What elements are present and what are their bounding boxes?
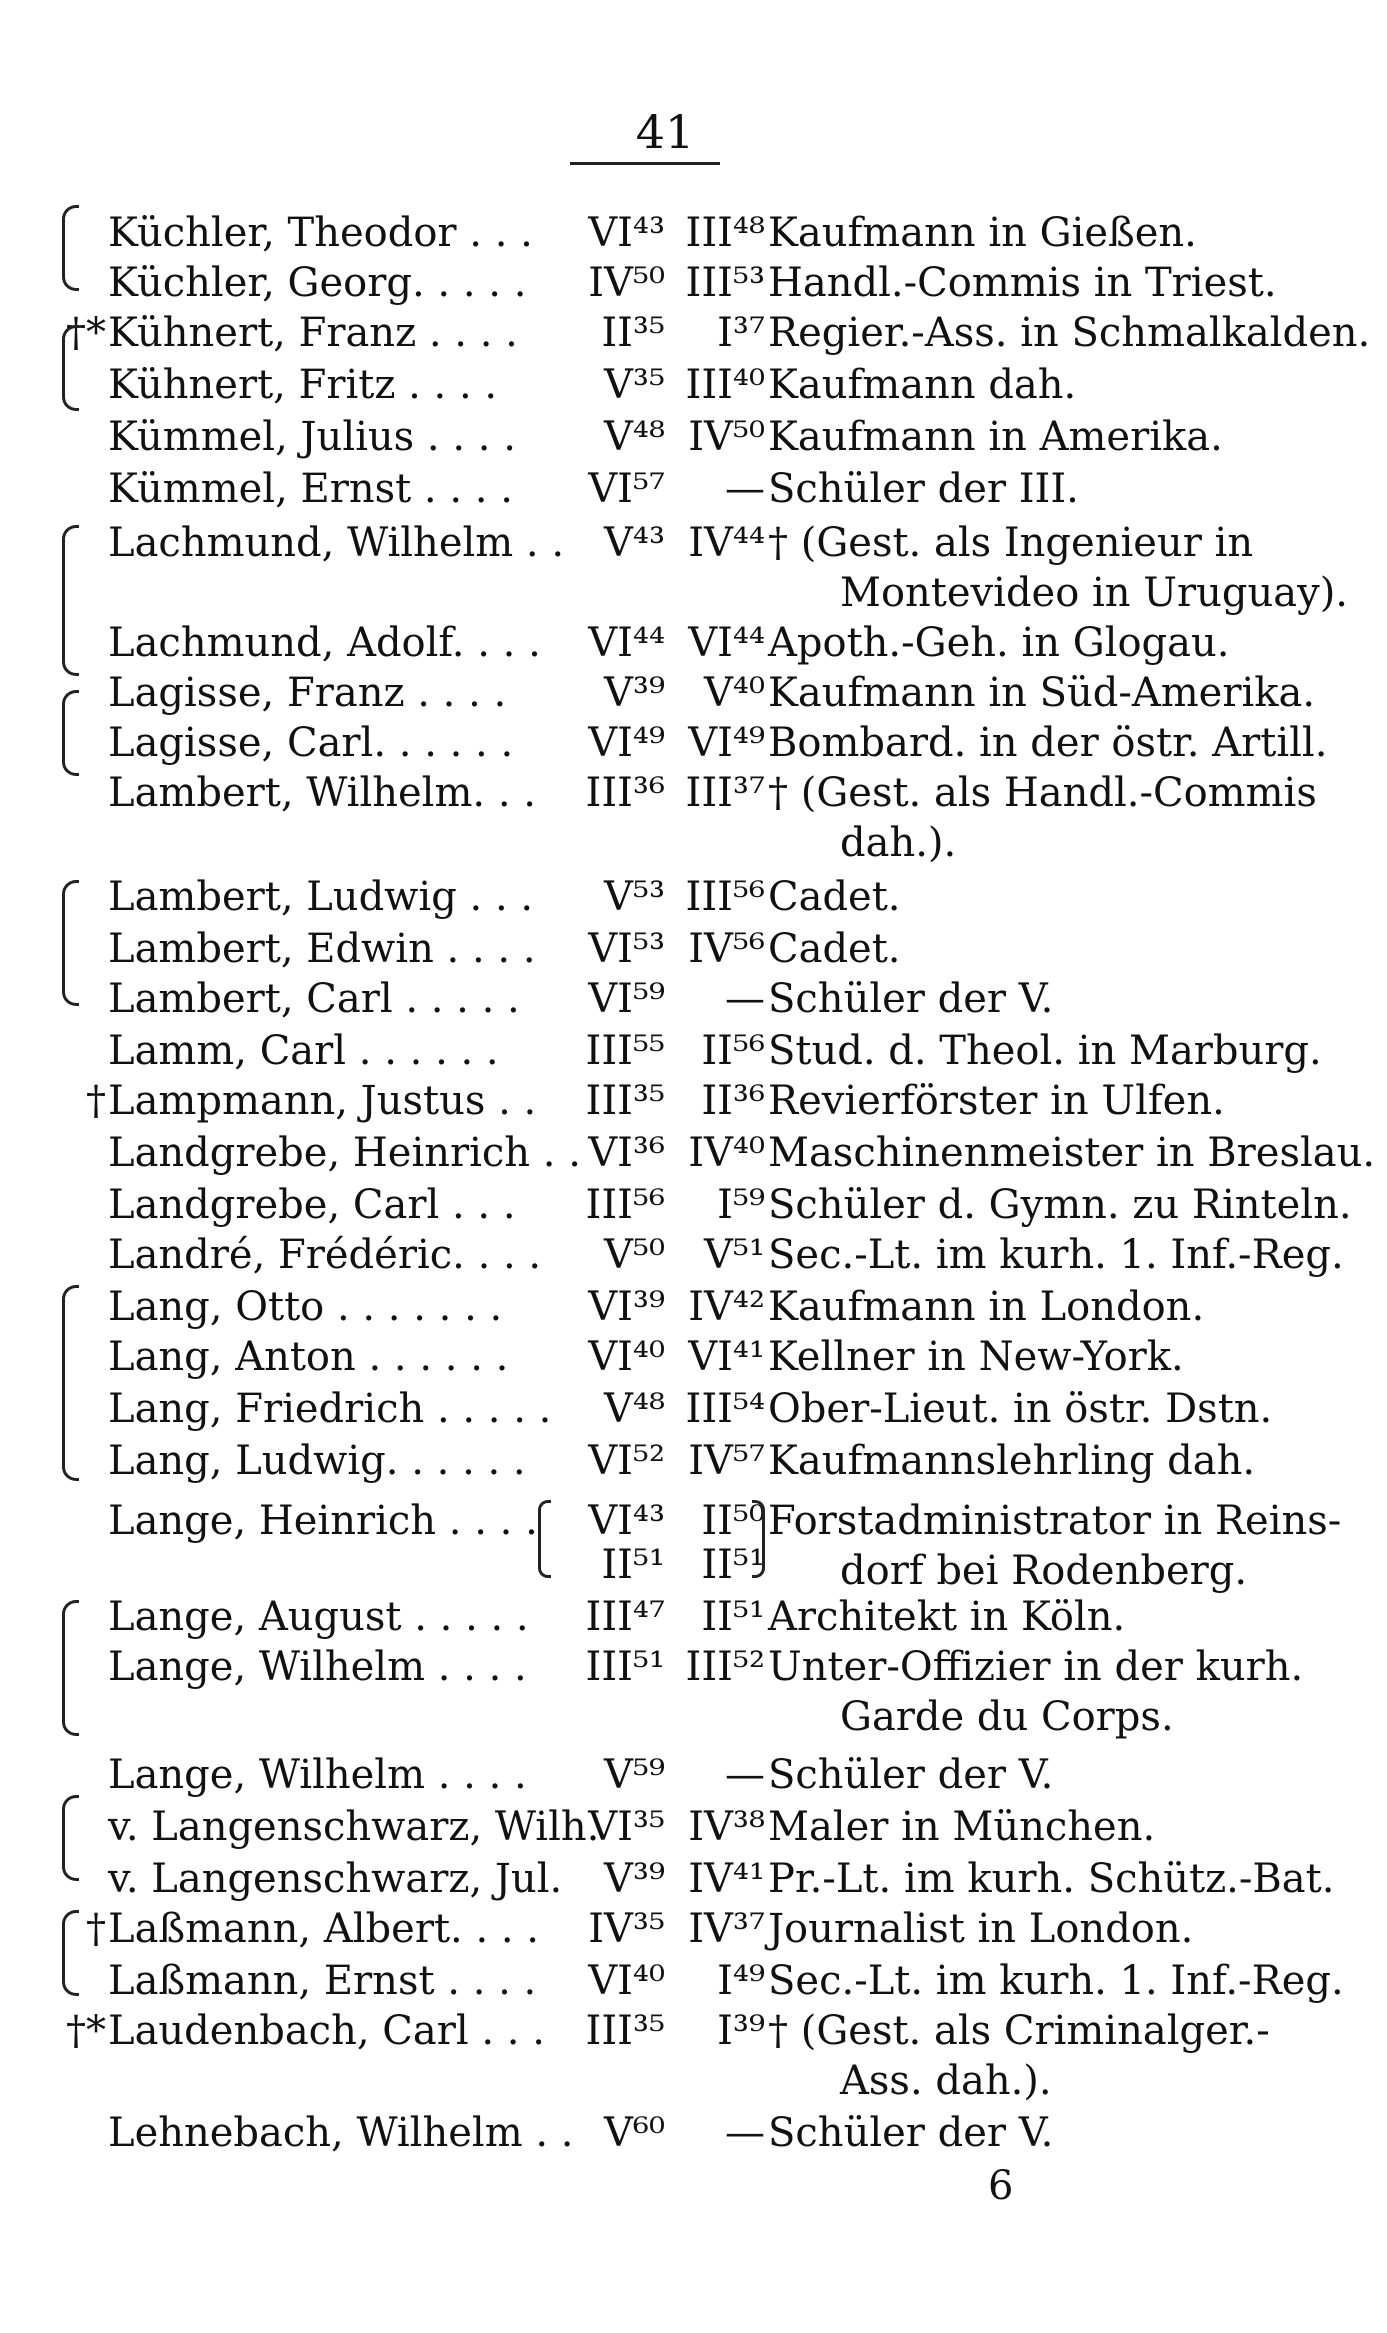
class-exit: II⁵⁶: [701, 1028, 765, 1074]
remark: Schüler der III.: [768, 466, 1079, 512]
family-bracket: [62, 205, 79, 291]
student-name: Lambert, Edwin . . . .: [108, 926, 536, 972]
student-name: Laudenbach, Carl . . .: [108, 2008, 545, 2054]
student-name: Landgrebe, Heinrich . .: [108, 1130, 581, 1176]
remark: Unter-Offizier in der kurh.: [768, 1644, 1304, 1690]
class-exit: IV⁴²: [688, 1284, 765, 1330]
remark: Cadet.: [768, 926, 901, 972]
class-exit: IV⁵⁰: [688, 414, 765, 460]
student-name: Lambert, Carl . . . . .: [108, 976, 520, 1022]
student-name: Kümmel, Ernst . . . .: [108, 466, 513, 512]
register-entry: [0, 1388, 1387, 1430]
register-entry: [0, 672, 1387, 714]
register-entry: [0, 416, 1387, 458]
register-entry: [0, 212, 1387, 254]
remark: Kaufmann in Süd-Amerika.: [768, 670, 1316, 716]
class-exit: IV³⁷: [688, 1906, 765, 1952]
class-entry: VI⁴³: [588, 1498, 665, 1544]
student-name: Lange, Wilhelm . . . .: [108, 1644, 527, 1690]
register-entry: [0, 1644, 1387, 1740]
register-entry: [0, 1960, 1387, 2002]
class-exit: VI⁴⁹: [688, 720, 765, 766]
class-entry: V³⁵: [604, 362, 665, 408]
class-exit: IV⁴⁰: [688, 1130, 765, 1176]
entry-mark: †*: [66, 2008, 106, 2054]
remark: Kaufmann in London.: [768, 1284, 1205, 1330]
remark: Sec.-Lt. im kurh. 1. Inf.-Reg.: [768, 1232, 1344, 1278]
class-exit: II⁵¹: [701, 1594, 765, 1640]
class-entry: VI⁴⁹: [588, 720, 665, 766]
family-bracket: [62, 1910, 79, 1996]
register-entry: [0, 1498, 1387, 1594]
register-entry: [0, 1754, 1387, 1796]
register-entry: [0, 364, 1387, 406]
class-exit: III⁵⁶: [685, 874, 765, 920]
student-name: Küchler, Theodor . . .: [108, 210, 533, 256]
register-entry: [0, 1336, 1387, 1378]
student-name: Kühnert, Fritz . . . .: [108, 362, 498, 408]
remark: Schüler der V.: [768, 976, 1054, 1022]
student-name: Lange, Heinrich . . . .: [108, 1498, 538, 1544]
student-name: Lange, August . . . . .: [108, 1594, 529, 1640]
student-name: Lang, Friedrich . . . . .: [108, 1386, 552, 1432]
year-bracket: [538, 1500, 551, 1578]
remark: Kaufmann dah.: [768, 362, 1077, 408]
class-exit: IV⁵⁷: [688, 1438, 765, 1484]
student-name: Lachmund, Wilhelm . .: [108, 520, 565, 566]
class-entry: III⁵¹: [585, 1644, 665, 1690]
remark-continued: Montevideo in Uruguay).: [840, 570, 1349, 616]
class-entry: VI⁴⁰: [588, 1958, 665, 2004]
family-bracket: [62, 325, 79, 411]
class-entry: V⁵⁹: [604, 1752, 665, 1798]
register-entry: [0, 1234, 1387, 1276]
class-exit: III⁵²: [685, 1644, 765, 1690]
class-exit: —: [725, 976, 765, 1022]
student-name: Landgrebe, Carl . . .: [108, 1182, 516, 1228]
class-exit: II³⁶: [701, 1078, 765, 1124]
class-exit: —: [725, 2110, 765, 2156]
class-exit: VI⁴⁴: [688, 620, 765, 666]
student-name: Landré, Frédéric. . . .: [108, 1232, 542, 1278]
student-name: Lang, Anton . . . . . .: [108, 1334, 509, 1380]
class-exit: I⁵⁹: [717, 1182, 765, 1228]
register-entry: [0, 1184, 1387, 1226]
class-entry: V⁴⁸: [604, 1386, 665, 1432]
remark: Ober-Lieut. in östr. Dstn.: [768, 1386, 1273, 1432]
remark: † (Gest. als Handl.-Commis: [768, 770, 1317, 816]
remark: Kellner in New-York.: [768, 1334, 1184, 1380]
remark: † (Gest. als Ingenieur in: [768, 520, 1254, 566]
register-entry: [0, 2008, 1387, 2104]
class-entry: VI³⁶: [588, 1130, 665, 1176]
remark: Schüler d. Gymn. zu Rinteln.: [768, 1182, 1352, 1228]
class-entry: VI⁵³: [588, 926, 665, 972]
register-entry: [0, 468, 1387, 510]
class-exit: V⁴⁰: [704, 670, 765, 716]
register-entry: [0, 1030, 1387, 1072]
class-entry: VI³⁹: [588, 1284, 665, 1330]
class-exit: IV³⁸: [688, 1804, 765, 1850]
remark: Maschinenmeister in Breslau.: [768, 1130, 1376, 1176]
register-entry: [0, 1440, 1387, 1482]
class-exit: IV⁴⁴: [688, 520, 765, 566]
student-name: Lachmund, Adolf. . . .: [108, 620, 541, 666]
remark: Kaufmann in Amerika.: [768, 414, 1223, 460]
class-entry: II³⁵: [601, 310, 665, 356]
class-entry: VI³⁵: [588, 1804, 665, 1850]
register-entry: [0, 928, 1387, 970]
class-entry: VI⁴⁴: [588, 620, 665, 666]
class-entry: V⁴³: [604, 520, 665, 566]
remark: Regier.-Ass. in Schmalkalden.: [768, 310, 1371, 356]
family-bracket: [62, 1285, 79, 1481]
remark: Bombard. in der östr. Artill.: [768, 720, 1328, 766]
remark: Handl.-Commis in Triest.: [768, 260, 1277, 306]
register-entry: [0, 312, 1387, 354]
class-entry: VI⁵⁹: [588, 976, 665, 1022]
student-name: Lagisse, Carl. . . . . .: [108, 720, 514, 766]
class-exit: IV⁵⁶: [688, 926, 765, 972]
register-entry: [0, 1286, 1387, 1328]
class-entry: V⁴⁸: [604, 414, 665, 460]
signature-mark: 6: [988, 2163, 1014, 2209]
class-entry: III³⁵: [585, 2008, 665, 2054]
student-name: Laßmann, Albert. . . .: [108, 1906, 540, 1952]
student-name: Lange, Wilhelm . . . .: [108, 1752, 527, 1798]
student-name: Kümmel, Julius . . . .: [108, 414, 516, 460]
class-exit: I³⁷: [717, 310, 765, 356]
class-entry: III³⁶: [585, 770, 665, 816]
class-entry: III³⁵: [585, 1078, 665, 1124]
register-entry: [0, 262, 1387, 304]
student-name: Lambert, Wilhelm. . .: [108, 770, 536, 816]
class-exit: III⁵³: [685, 260, 765, 306]
class-exit: VI⁴¹: [688, 1334, 765, 1380]
class-entry: III⁵⁵: [585, 1028, 665, 1074]
student-name: Laßmann, Ernst . . . .: [108, 1958, 537, 2004]
class-entry: V⁵³: [604, 874, 665, 920]
student-name: Lang, Otto . . . . . . .: [108, 1284, 503, 1330]
family-bracket: [62, 880, 79, 1006]
family-bracket: [62, 1600, 79, 1736]
remark-continued: dorf bei Rodenberg.: [840, 1548, 1248, 1594]
student-name: Kühnert, Franz . . . .: [108, 310, 518, 356]
class-entry: IV⁵⁰: [588, 260, 665, 306]
class-exit: III⁴⁰: [685, 362, 765, 408]
student-name: Lampmann, Justus . .: [108, 1078, 537, 1124]
remark-continued: Ass. dah.).: [840, 2058, 1052, 2104]
year-bracket: [752, 1500, 765, 1578]
student-name: Küchler, Georg. . . . .: [108, 260, 527, 306]
remark: Cadet.: [768, 874, 901, 920]
class-exit: III⁵⁴: [685, 1386, 765, 1432]
class-exit: IV⁴¹: [688, 1856, 765, 1902]
class-entry: III⁵⁶: [585, 1182, 665, 1228]
remark-continued: Garde du Corps.: [840, 1694, 1174, 1740]
register-entry: [0, 876, 1387, 918]
remark: Kaufmannslehrling dah.: [768, 1438, 1256, 1484]
class-exit: III³⁷: [685, 770, 765, 816]
class-entry: V³⁹: [604, 670, 665, 716]
student-name: Lambert, Ludwig . . .: [108, 874, 534, 920]
class-exit-second: II⁵¹: [701, 1542, 765, 1588]
remark: Schüler der V.: [768, 1752, 1054, 1798]
family-bracket: [62, 1795, 79, 1881]
class-entry: IV³⁵: [588, 1906, 665, 1952]
class-entry: V⁶⁰: [604, 2110, 665, 2156]
page-number-rule: [570, 162, 720, 165]
class-entry: III⁴⁷: [585, 1594, 665, 1640]
class-entry: VI⁴³: [588, 210, 665, 256]
class-exit: —: [725, 1752, 765, 1798]
remark-continued: dah.).: [840, 820, 957, 866]
class-exit: III⁴⁸: [685, 210, 765, 256]
register-entry: [0, 770, 1387, 866]
class-entry-second: II⁵¹: [601, 1542, 665, 1588]
class-entry: VI⁴⁰: [588, 1334, 665, 1380]
remark: Stud. d. Theol. in Marburg.: [768, 1028, 1322, 1074]
class-entry: VI⁵⁷: [588, 466, 665, 512]
register-entry: [0, 1132, 1387, 1174]
class-entry: V³⁹: [604, 1856, 665, 1902]
register-entry: [0, 1806, 1387, 1848]
class-exit: V⁵¹: [704, 1232, 765, 1278]
register-entry: [0, 1908, 1387, 1950]
register-entry: [0, 1858, 1387, 1900]
entry-mark: †*: [66, 310, 106, 356]
remark: Sec.-Lt. im kurh. 1. Inf.-Reg.: [768, 1958, 1344, 2004]
remark: Schüler der V.: [768, 2110, 1054, 2156]
remark: Journalist in London.: [768, 1906, 1194, 1952]
class-exit: II⁵⁰: [701, 1498, 765, 1544]
class-exit: —: [725, 466, 765, 512]
register-entry: [0, 1080, 1387, 1122]
class-exit: I⁴⁹: [717, 1958, 765, 2004]
register-entry: [0, 2112, 1387, 2154]
class-exit: I³⁹: [717, 2008, 765, 2054]
class-entry: V⁵⁰: [604, 1232, 665, 1278]
student-name: v. Langenschwarz, Jul.: [108, 1856, 563, 1902]
register-entry: [0, 722, 1387, 764]
student-name: Lehnebach, Wilhelm . .: [108, 2110, 574, 2156]
remark: Forstadministrator in Reins-: [768, 1498, 1342, 1544]
remark: Architekt in Köln.: [768, 1594, 1126, 1640]
student-name: Lamm, Carl . . . . . .: [108, 1028, 499, 1074]
student-name: Lang, Ludwig. . . . . .: [108, 1438, 526, 1484]
family-bracket: [62, 525, 79, 676]
remark: Pr.-Lt. im kurh. Schütz.-Bat.: [768, 1856, 1335, 1902]
register-entry: [0, 978, 1387, 1020]
family-bracket: [62, 690, 79, 776]
page-number: 41: [635, 105, 695, 159]
remark: † (Gest. als Criminalger.-: [768, 2008, 1270, 2054]
remark: Revierförster in Ulfen.: [768, 1078, 1225, 1124]
entry-mark: †: [86, 1078, 106, 1124]
register-entry: [0, 520, 1387, 616]
register-entry: [0, 622, 1387, 664]
remark: Kaufmann in Gießen.: [768, 210, 1197, 256]
student-name: Lagisse, Franz . . . .: [108, 670, 507, 716]
remark: Maler in München.: [768, 1804, 1156, 1850]
register-entry: [0, 1596, 1387, 1638]
class-entry: VI⁵²: [588, 1438, 665, 1484]
student-name: v. Langenschwarz, Wilh.: [108, 1804, 600, 1850]
entry-mark: †: [86, 1906, 106, 1952]
remark: Apoth.-Geh. in Glogau.: [768, 620, 1230, 666]
